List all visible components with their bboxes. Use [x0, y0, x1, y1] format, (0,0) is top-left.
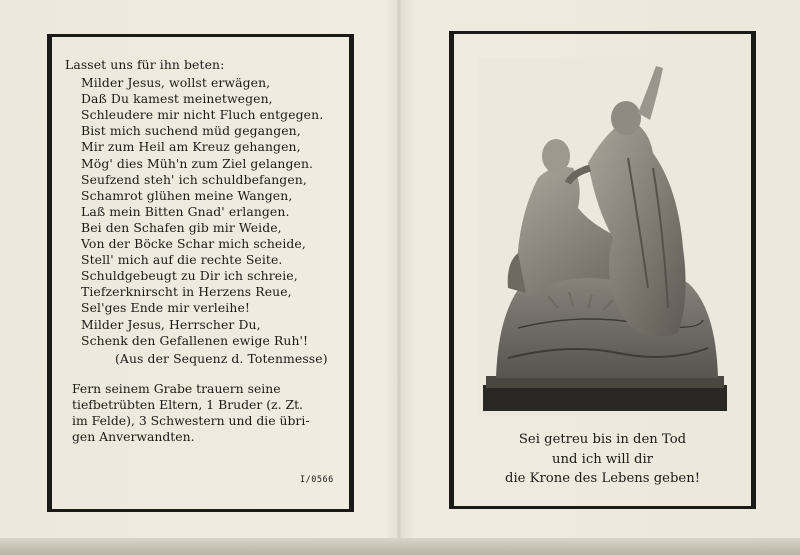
card-fold	[397, 0, 401, 555]
statue-illustration	[478, 58, 733, 416]
poem-line: Daß Du kamest meinetwegen,	[81, 91, 273, 107]
prayer-poem	[65, 57, 350, 367]
poem-line: Bist mich suchend müd gegangen,	[81, 123, 301, 139]
poem-line: Seufzend steh' ich schuldbefangen,	[81, 171, 307, 187]
verse-line: Sei getreu bis in den Tod	[518, 432, 687, 447]
bible-verse	[454, 430, 751, 489]
poem-line: Sel'ges Ende mir verleihe!	[81, 300, 250, 316]
angel-raised-arm	[638, 66, 663, 120]
prayer-intro: Lasset uns für ihn beten:	[65, 57, 225, 72]
card-bottom-edge	[0, 538, 800, 555]
poem-line: Schleudere mir nicht Fluch entgegen.	[81, 107, 324, 123]
poem-line: Tiefzerknirscht in Herzens Reue,	[81, 284, 292, 300]
mourning-line: Fern seinem Grabe trauern seine	[72, 381, 281, 396]
mourning-line: im Felde), 3 Schwestern und die übri-	[72, 413, 310, 429]
verse-line: und ich will dir	[551, 451, 653, 467]
mourning-notice	[72, 381, 347, 445]
right-image-panel	[449, 31, 756, 509]
angel-head	[611, 101, 641, 135]
mourning-line: tiefbetrübten Eltern, 1 Bruder (z. Zt.	[72, 397, 303, 413]
poem-line: Milder Jesus, Herrscher Du,	[81, 316, 261, 332]
verse-line: die Krone des Lebens geben!	[505, 471, 700, 486]
poem-line: Schenk den Gefallenen ewige Ruh'!	[81, 332, 309, 348]
mourning-line: gen Anverwandten.	[72, 429, 195, 445]
poem-line: Stell' mich auf die rechte Seite.	[81, 252, 283, 268]
poem-line: Milder Jesus, wollst erwägen,	[81, 75, 271, 91]
statue-base	[483, 385, 727, 411]
poem-line: Schamrot glühen meine Wangen,	[81, 187, 293, 203]
poem-line: Mög' dies Müh'n zum Ziel gelangen.	[81, 155, 314, 171]
poem-line: Mir zum Heil am Kreuz gehangen,	[81, 139, 301, 155]
poem-line: Bei den Schafen gib mir Weide,	[81, 219, 282, 235]
statue-photo	[478, 58, 733, 416]
poem-source: (Aus der Sequenz d. Totenmesse)	[115, 350, 328, 366]
poem-line: Von der Böcke Schar mich scheide,	[81, 236, 306, 252]
poem-line: Laß mein Bitten Gnad' erlangen.	[81, 203, 290, 219]
poem-line: Schuldgebeugt zu Dir ich schreie,	[81, 268, 298, 284]
left-text-panel	[47, 34, 354, 512]
soldier-head	[542, 139, 570, 173]
print-code: I/0566	[300, 475, 334, 485]
